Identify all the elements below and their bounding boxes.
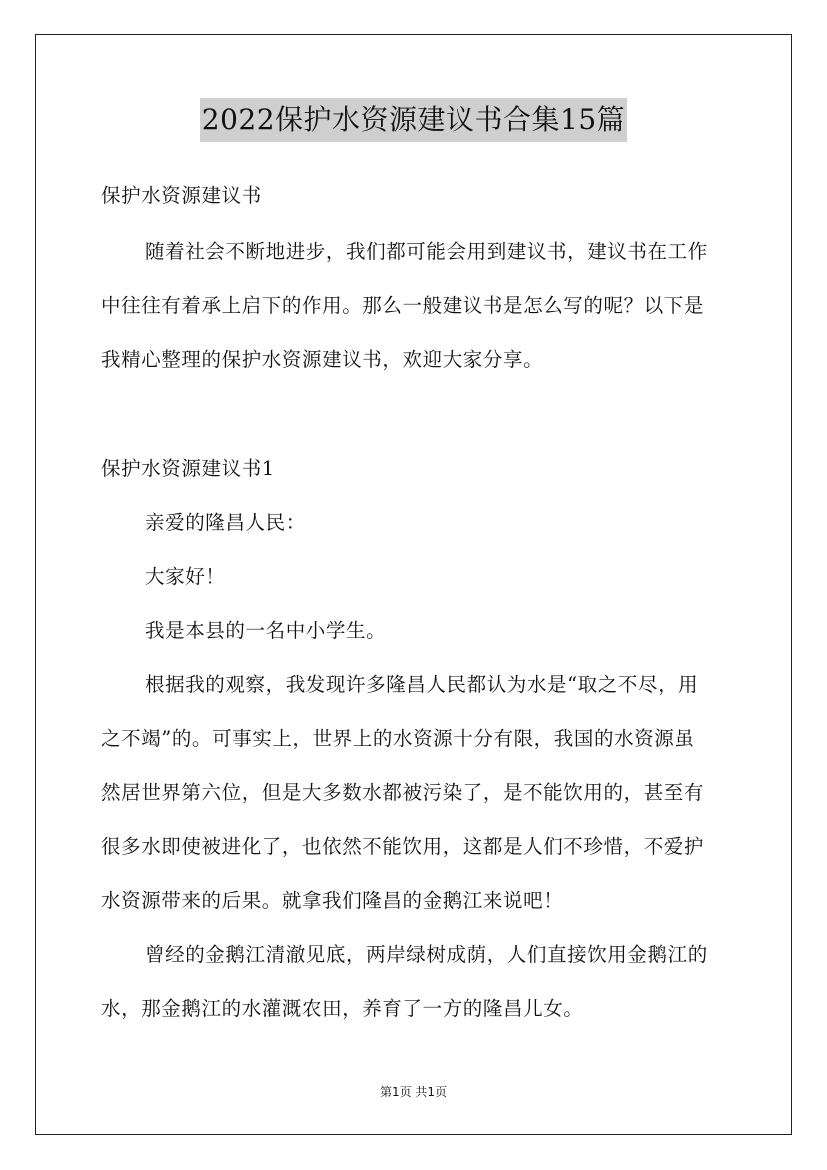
section-heading-1: 保护水资源建议书1 xyxy=(101,457,275,480)
section-heading: 保护水资源建议书 xyxy=(101,184,262,207)
paragraph-line: 曾经的金鹅江清澈见底，两岸绿树成荫，人们直接饮用金鹅江的 xyxy=(145,943,708,966)
paragraph-line: 随着社会不断地进步，我们都可能会用到建议书，建议书在工作 xyxy=(145,240,708,263)
paragraph-line: 之不竭”的。可事实上，世界上的水资源十分有限，我国的水资源虽 xyxy=(101,727,695,750)
paragraph-line: 我精心整理的保护水资源建议书，欢迎大家分享。 xyxy=(101,348,544,371)
paragraph-line: 水资源带来的后果。就拿我们隆昌的金鹅江来说吧！ xyxy=(101,889,564,912)
salutation: 亲爱的隆昌人民： xyxy=(145,511,306,534)
paragraph-line: 我是本县的一名中小学生。 xyxy=(145,619,387,642)
paragraph-line: 很多水即使被进化了，也依然不能饮用，这都是人们不珍惜，不爱护 xyxy=(101,835,705,858)
paragraph-line: 水，那金鹅江的水灌溉农田，养育了一方的隆昌儿女。 xyxy=(101,997,584,1020)
paragraph-line: 中往往有着承上启下的作用。那么一般建议书是怎么写的呢？以下是 xyxy=(101,294,705,317)
paragraph-line: 然居世界第六位，但是大多数水都被污染了，是不能饮用的，甚至有 xyxy=(101,781,705,804)
greeting: 大家好！ xyxy=(145,565,226,588)
page-footer: 第1页 共1页 xyxy=(379,1085,448,1099)
paragraph-line: 根据我的观察，我发现许多隆昌人民都认为水是“取之不尽，用 xyxy=(145,673,699,696)
document-title: 2022保护水资源建议书合集15篇 xyxy=(200,98,627,142)
title-container xyxy=(0,98,827,142)
